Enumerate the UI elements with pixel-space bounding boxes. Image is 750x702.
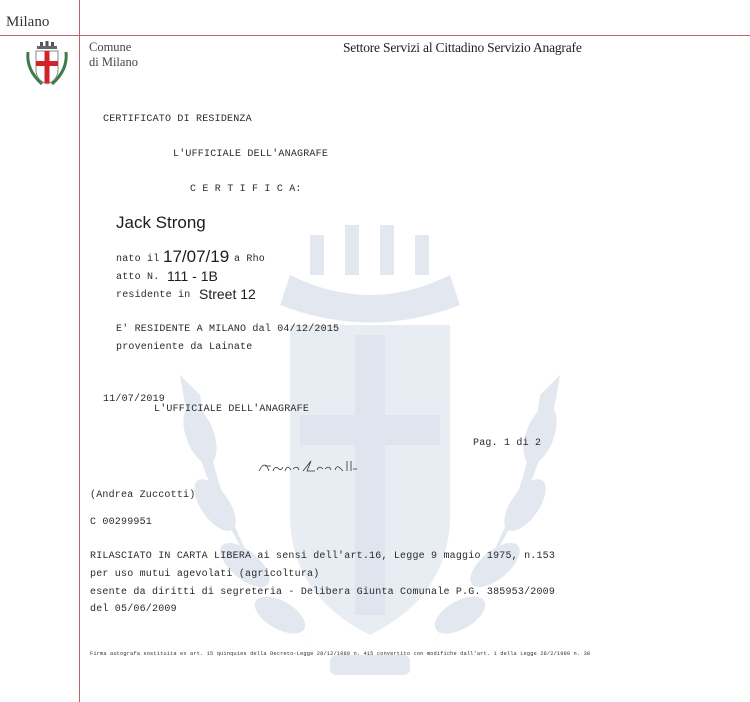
residence-value: Street 12	[199, 286, 256, 302]
officer-name: (Andrea Zuccotti)	[90, 490, 196, 501]
birth-prefix: nato il	[116, 254, 160, 265]
legal-line-4: del 05/06/2009	[90, 604, 177, 615]
birth-date: 17/07/19	[163, 247, 230, 266]
provenance: proveniente da Lainate	[116, 342, 253, 353]
officer-title: L'UFFICIALE DELL'ANAGRAFE	[154, 404, 310, 415]
page-number: Pag. 1 di 2	[473, 438, 542, 449]
residence-prefix: residente in	[116, 290, 191, 301]
comune-line-2: di Milano	[89, 55, 138, 69]
city-name: Milano	[6, 14, 50, 30]
issue-date: 11/07/2019	[103, 394, 166, 405]
department-title: Settore Servizi al Cittadino Servizio Anagrafe	[343, 40, 582, 55]
certifica-heading: C E R T I F I C A:	[190, 184, 302, 195]
margin-rule-vertical	[79, 0, 80, 702]
certificate-title: CERTIFICATO DI RESIDENZA	[103, 114, 252, 125]
header-rule	[0, 35, 750, 36]
person-name: Jack Strong	[116, 213, 206, 232]
officer-signature	[255, 455, 365, 477]
atto-prefix: atto N.	[116, 272, 160, 283]
fine-print: Firma autografa sostituita ex art. 15 quinquies della Decreto-Legge 28/12/1989 n. 415 convertito con modifiche dall'art. 1 della Legge 28/2/1990 n. 38	[90, 651, 591, 657]
comune-emblem-icon	[22, 40, 72, 88]
comune-line-1: Comune	[89, 40, 132, 54]
legal-line-1: RILASCIATO IN CARTA LIBERA ai sensi dell'art.16, Legge 9 maggio 1975, n.153	[90, 551, 556, 562]
legal-line-2: per uso mutui agevolati (agricoltura)	[90, 569, 320, 580]
atto-number: 111 - 1B	[167, 268, 218, 284]
birth-place: a Rho	[234, 254, 266, 265]
issuer-title: L'UFFICIALE DELL'ANAGRAFE	[173, 149, 329, 160]
document-code: C 00299951	[90, 517, 153, 528]
resident-since: E' RESIDENTE A MILANO dal 04/12/2015	[116, 324, 340, 335]
legal-line-3: esente da diritti di segreteria - Delibera Giunta Comunale P.G. 385953/2009	[90, 587, 556, 598]
